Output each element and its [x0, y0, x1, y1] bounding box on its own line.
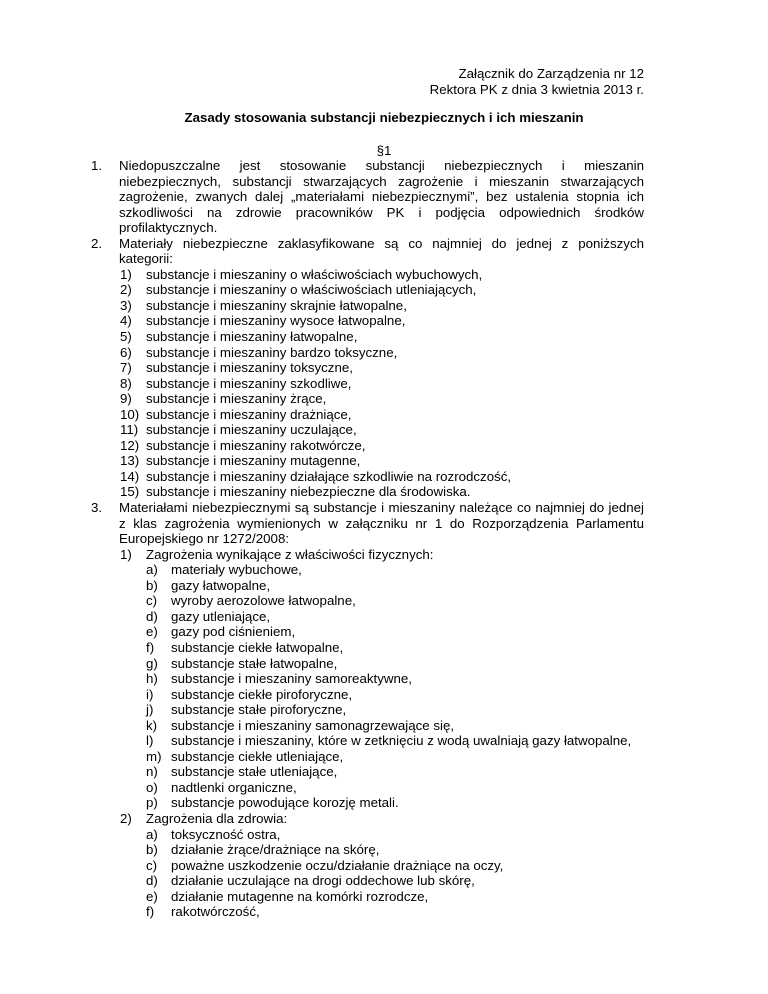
list-text: substancje i mieszaniny samoreaktywne,: [171, 671, 412, 687]
paragraph-3: [0, 500, 768, 547]
list-number: 4): [120, 313, 132, 329]
list-text: substancje i mieszaniny rakotwórcze,: [146, 437, 366, 453]
list-item: [0, 298, 768, 314]
paragraph-number: 2.: [91, 235, 103, 251]
list-text: substancje stałe utleniające,: [171, 764, 338, 780]
list-letter: d): [146, 873, 158, 889]
header-line-1: Załącznik do Zarządzenia nr 12: [458, 66, 644, 81]
paragraph-number: 3.: [91, 500, 103, 516]
list-text: substancje ciekłe utleniające,: [171, 748, 344, 764]
list-text: substancje powodujące korozję metali.: [171, 795, 399, 811]
list-item: [0, 313, 768, 329]
health-hazard-list: [0, 827, 768, 920]
list-letter: c): [146, 857, 158, 873]
list-item: [0, 453, 768, 469]
list-text: substancje i mieszaniny wysoce łatwopalne,: [146, 313, 406, 329]
list-number: 10): [120, 406, 140, 422]
list-letter: d): [146, 608, 158, 624]
list-letter: a): [146, 826, 158, 842]
list-text: substancje i mieszaniny, które w zetknięciu z wodą uwalniają gazy łatwopalne,: [171, 733, 632, 749]
list-item: [0, 827, 768, 843]
list-letter: j): [146, 702, 154, 718]
list-text: poważne uszkodzenie oczu/działanie drażniące na oczy,: [171, 857, 504, 873]
list-text: działanie uczulające na drogi oddechowe lub skórę,: [171, 873, 475, 889]
list-text: działanie żrące/drażniące na skórę,: [171, 842, 380, 858]
list-item: [0, 360, 768, 376]
list-item: [0, 889, 768, 905]
list-item: [0, 702, 768, 718]
list-item: [0, 858, 768, 874]
list-item: [0, 764, 768, 780]
list-letter: p): [146, 795, 158, 811]
list-letter: b): [146, 577, 158, 593]
list-item: [0, 282, 768, 298]
list-item: [0, 407, 768, 423]
list-item: [0, 578, 768, 594]
list-item: [0, 687, 768, 703]
list-item: [0, 671, 768, 687]
list-letter: f): [146, 639, 155, 655]
list-letter: k): [146, 717, 158, 733]
list-number: 11): [120, 422, 139, 438]
list-item: [0, 733, 768, 749]
header: [430, 66, 644, 97]
list-item: [0, 329, 768, 345]
list-text: substancje ciekłe łatwopalne,: [171, 639, 344, 655]
list-number: 13): [120, 453, 140, 469]
list-text: substancje i mieszaniny niebezpieczne dla środowiska.: [146, 484, 471, 500]
list-text: substancje i mieszaniny bardzo toksyczne,: [146, 344, 398, 360]
list-item: [0, 656, 768, 672]
paragraph-text: Materiały niebezpieczne zaklasyfikowane są co najmniej do jednej z poniższych kategorii:: [119, 235, 644, 267]
list-text: substancje ciekłe piroforyczne,: [171, 686, 353, 702]
list-number: 1): [120, 266, 132, 282]
group-title: Zagrożenia wynikające z właściwości fizycznych:: [146, 546, 434, 562]
list-item: [0, 842, 768, 858]
list-text: toksyczność ostra,: [171, 826, 281, 842]
list-number: 8): [120, 375, 132, 391]
list-text: substancje i mieszaniny działające szkodliwie na rozrodczość,: [146, 468, 512, 484]
hazard-group-health: [0, 811, 768, 827]
list-number: 12): [120, 437, 140, 453]
paragraph-1: [0, 158, 768, 236]
list-item: [0, 422, 768, 438]
list-item: [0, 795, 768, 811]
list-letter: i): [146, 686, 154, 702]
list-item: [0, 609, 768, 625]
list-item: [0, 873, 768, 889]
list-text: substancje i mieszaniny uczulające,: [146, 422, 357, 438]
list-item: [0, 749, 768, 765]
list-number: 2): [120, 282, 132, 298]
list-text: substancje stałe piroforyczne,: [171, 702, 347, 718]
list-text: substancje i mieszaniny żrące,: [146, 391, 327, 407]
list-letter: e): [146, 624, 158, 640]
list-item: [0, 267, 768, 283]
list-item: [0, 438, 768, 454]
list-item: [0, 345, 768, 361]
list-item: [0, 391, 768, 407]
document-body: [0, 158, 768, 920]
list-letter: c): [146, 593, 158, 609]
list-text: substancje i mieszaniny samonagrzewające się,: [171, 717, 455, 733]
list-text: substancje i mieszaniny o właściwościach utleniających,: [146, 282, 477, 298]
list-item: [0, 640, 768, 656]
list-number: 14): [120, 468, 140, 484]
category-list: [0, 267, 768, 500]
list-letter: o): [146, 779, 158, 795]
list-text: substancje i mieszaniny szkodliwe,: [146, 375, 352, 391]
paragraph-2: [0, 236, 768, 267]
list-item: [0, 904, 768, 920]
list-text: substancje i mieszaniny skrajnie łatwopalne,: [146, 297, 407, 313]
list-text: substancje i mieszaniny łatwopalne,: [146, 329, 358, 345]
document-title: Zasady stosowania substancji niebezpiecznych i ich mieszanin: [184, 110, 584, 125]
list-number: 9): [120, 391, 132, 407]
paragraph-number: 1.: [91, 158, 103, 173]
list-text: substancje i mieszaniny drażniące,: [146, 406, 352, 422]
hazard-group-physical: [0, 547, 768, 563]
list-text: substancje i mieszaniny o właściwościach wybuchowych,: [146, 266, 483, 282]
list-text: materiały wybuchowe,: [171, 562, 302, 578]
group-number: 1): [120, 546, 132, 562]
list-number: 15): [120, 484, 140, 500]
list-letter: l): [146, 733, 154, 749]
list-letter: g): [146, 655, 158, 671]
list-item: [0, 718, 768, 734]
list-text: wyroby aerozolowe łatwopalne,: [171, 593, 356, 609]
list-text: gazy łatwopalne,: [171, 577, 271, 593]
list-text: substancje stałe łatwopalne,: [171, 655, 338, 671]
list-item: [0, 562, 768, 578]
list-item: [0, 780, 768, 796]
list-letter: b): [146, 842, 158, 858]
list-text: substancje i mieszaniny mutagenne,: [146, 453, 361, 469]
header-line-2: Rektora PK z dnia 3 kwietnia 2013 r.: [429, 81, 644, 97]
list-letter: m): [146, 748, 162, 764]
paragraph-text: Materiałami niebezpiecznymi są substancje i mieszaniny należące co najmniej do jednej z klas zagrożenia wymienionych w załączniku nr 1 do Rozporządzenia Parlamentu Europejskiego nr 1272/2008:: [119, 500, 644, 547]
list-item: [0, 593, 768, 609]
list-item: [0, 484, 768, 500]
list-item: [0, 624, 768, 640]
group-number: 2): [120, 810, 132, 826]
list-text: działanie mutagenne na komórki rozrodcze,: [171, 888, 429, 904]
group-title: Zagrożenia dla zdrowia:: [146, 810, 288, 826]
list-text: substancje i mieszaniny toksyczne,: [146, 360, 353, 376]
physical-hazard-list: [0, 562, 768, 811]
list-letter: h): [146, 671, 158, 687]
list-text: gazy pod ciśnieniem,: [171, 624, 296, 640]
section-number: §1: [376, 143, 392, 158]
list-letter: f): [146, 904, 155, 920]
list-number: 5): [120, 329, 132, 345]
list-letter: a): [146, 562, 158, 578]
list-number: 6): [120, 344, 132, 360]
list-text: gazy utleniające,: [171, 608, 271, 624]
list-number: 7): [120, 360, 132, 376]
list-letter: e): [146, 888, 158, 904]
list-text: nadtlenki organiczne,: [171, 779, 297, 795]
list-text: rakotwórczość,: [171, 904, 260, 920]
list-item: [0, 469, 768, 485]
list-letter: n): [146, 764, 158, 780]
list-item: [0, 376, 768, 392]
list-number: 3): [120, 297, 132, 313]
paragraph-text: Niedopuszczalne jest stosowanie substancji niebezpiecznych i mieszanin niebezpiecznych, substancji stwarzających zagrożenie i mieszanin stwarzających zagrożenie, zwanych dalej „materiałami niebezpiecznymi”, bez ustalenia stopnia ich szkodliwości na zdrowie pracowników PK i podjęcia odpowiednich środków profilaktycznych.: [119, 158, 644, 236]
